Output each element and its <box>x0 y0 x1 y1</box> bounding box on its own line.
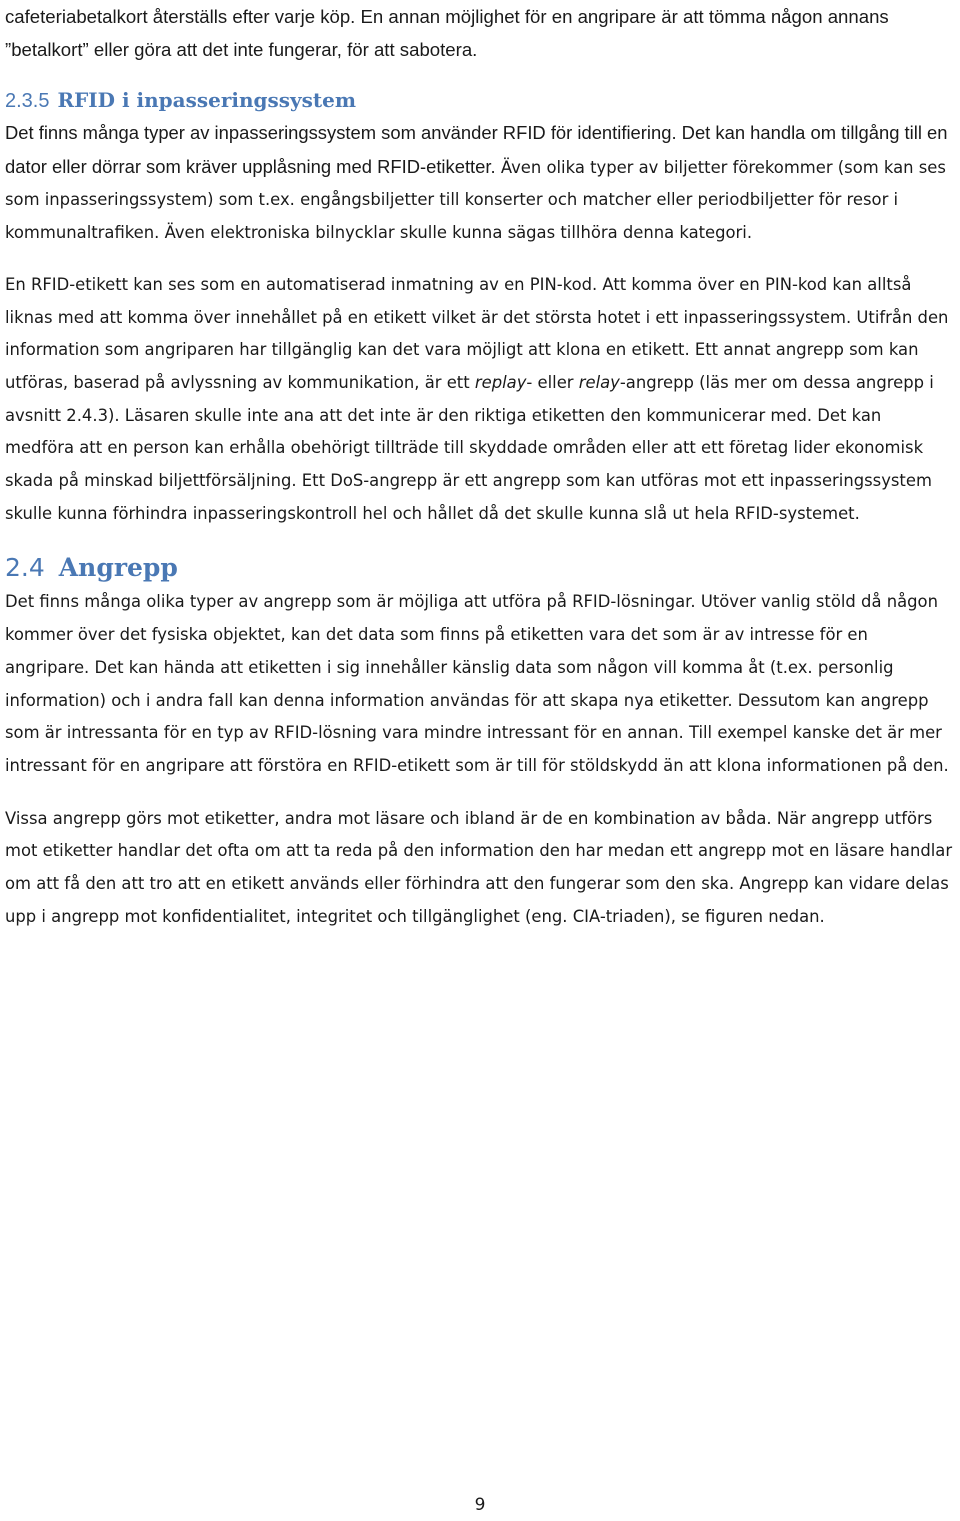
paragraph-rfid-access-lead: Det finns många typer av inpasseringssystem som använder RFID för identifiering. Det kan handla om tillgång till en dator eller dörrar som kräver upplåsning med RFID-etiketter. <box>5 122 948 177</box>
text-run: - eller <box>526 372 579 392</box>
text-run: En RFID-etikett kan ses som en automatiserad inmatning av en PIN-kod. Att komma över en PIN-kod kan alltså liknas med att komma över innehållet på en etikett vilket är det största hotet i ett inpasseringssystem. Utifrån den information som angriparen har tillgänglig kan det vara möjligt att klona en etikett. Ett annat angrepp som kan utföras, baserad på avlyssning av kommunikation, är ett <box>5 274 949 392</box>
section-heading-2-4 <box>5 550 955 586</box>
section-title: RFID i inpasseringssystem <box>57 88 357 112</box>
paragraph-rfid-pin <box>5 269 955 531</box>
paragraph-attacks-intro: Det finns många olika typer av angrepp som är möjliga att utföra på RFID-lösningar. Utöver vanlig stöld då någon kommer över det fysiska objektet, kan det data som finns på etiketten vara det som är av intresse för en angripare. Det kan hända att etiketten i sig innehåller känslig data som någon vill komma åt (t.ex. personlig information) och i andra fall kan denna information användas för att skapa nya etiketter. Dessutom kan angrepp som är intressanta för en typ av RFID-lösning vara mindre intressant för en annan. Till exempel kanske det är mer intressant för en angripare att förstöra en RFID-etikett som är till för stöldskydd än att klona informationen på den. <box>5 592 949 775</box>
intro-paragraph: cafeteriabetalkort återställs efter varje köp. En annan möjlighet för en angripare är att tömma någon annans ”betalkort” eller göra att det inte fungerar, för att sabotera. <box>5 6 889 60</box>
section-heading-2-3-5 <box>5 84 955 117</box>
paragraph-rfid-access <box>5 117 955 250</box>
italic-relay: relay <box>578 372 620 392</box>
text-run: -angrepp (läs mer om dessa angrepp i avsnitt 2.4.3). Läsaren skulle inte ana att det inte är den riktiga etiketten den kommunicerar med. Det kan medföra att en person kan erhålla obehörigt tillträde till skyddade områden eller att ett företag lider ekonomisk skada på minskad biljettförsäljning. Ett DoS-angrepp är ett angrepp som kan utföras mot ett inpasseringssystem skulle kunna förhindra inpasseringskontroll hel och hållet då det skulle kunna slå ut hela RFID-systemet. <box>5 372 934 523</box>
paragraph-rfid-access-rest: Även olika typer av biljetter förekommer (som kan ses som inpasseringssystem) som t.ex. engångsbiljetter till konserter och matcher eller periodbiljetter för resor i kommunaltrafiken. Även elektroniska bilnycklar skulle kunna sägas tillhöra denna kategori. <box>5 157 946 243</box>
page-number: 9 <box>474 1495 486 1515</box>
paragraph-attacks-types: Vissa angrepp görs mot etiketter, andra mot läsare och ibland är de en kombination av båda. När angrepp utförs mot etiketter handlar det ofta om att ta reda på den information den har medan ett angrepp mot en läsare handlar om att få den att tro att en etikett används eller förhindra att den fungerar som den ska. Angrepp kan vidare delas upp i angrepp mot konfidentialitet, integritet och tillgänglighet (eng. CIA-triaden), se figuren nedan. <box>5 808 953 926</box>
section-number: 2.4 <box>5 553 45 583</box>
section-number: 2.3.5 <box>5 90 50 112</box>
section-title: Angrepp <box>58 553 178 583</box>
italic-replay: replay <box>474 372 527 392</box>
document-page <box>5 0 955 933</box>
